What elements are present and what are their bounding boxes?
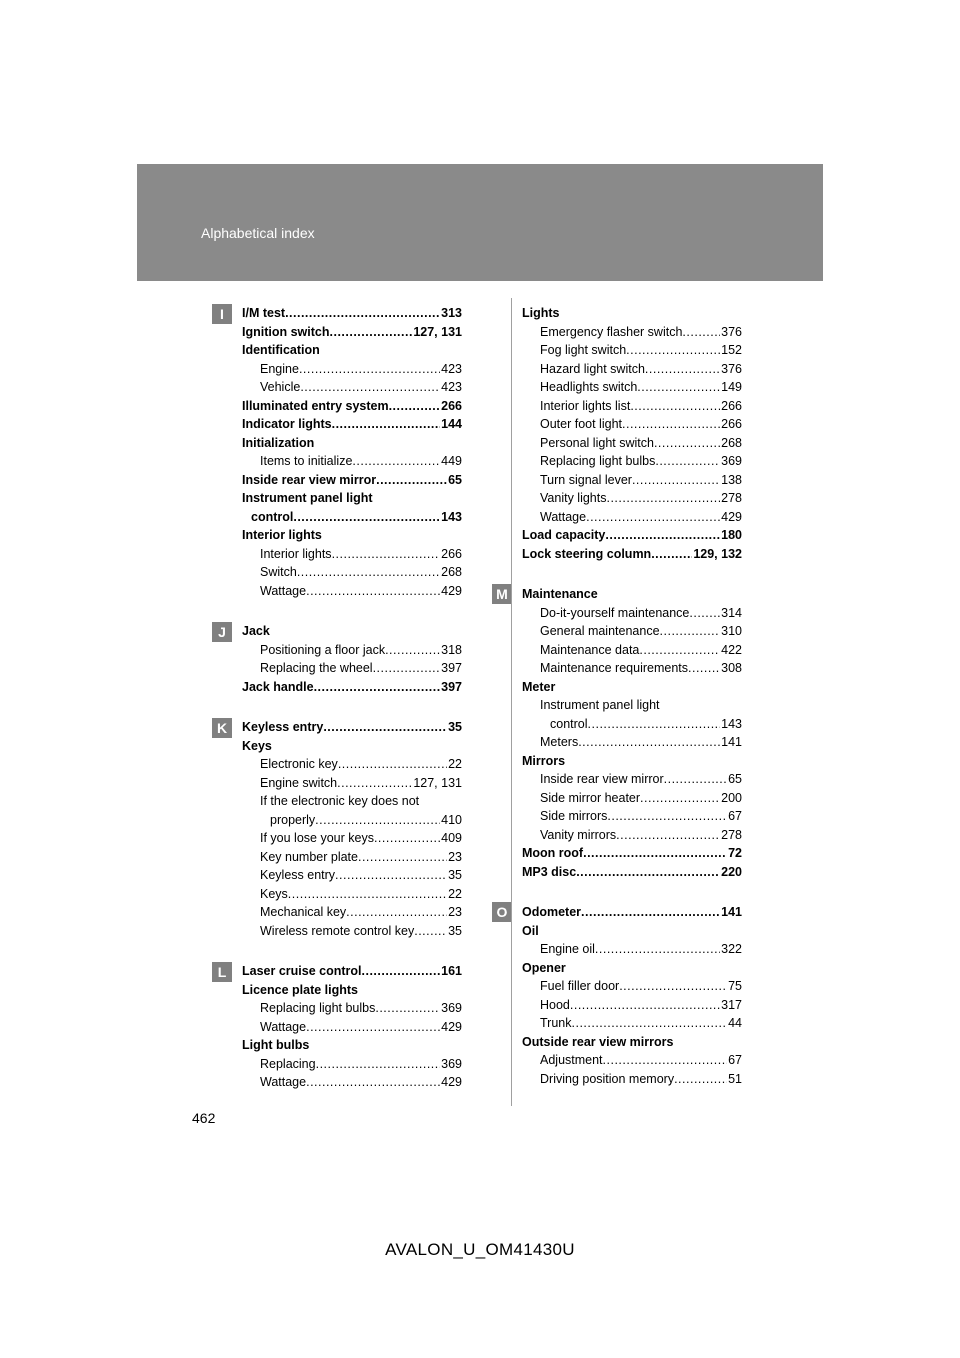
index-heading: Mirrors — [522, 753, 566, 768]
index-subentry: Instrument panel light — [540, 698, 660, 712]
index-subentry: Electronic key ..... 22 — [242, 755, 462, 774]
index-entry: Laser cruise control ..... 161 — [242, 962, 462, 981]
index-subentry: If you lose your keys ..... 409 — [242, 829, 462, 848]
index-subentry: Outer foot light ..... 266 — [522, 415, 742, 434]
index-entry: Moon roof ..... 72 — [522, 844, 742, 863]
index-entry: I/M test ..... 313 — [242, 304, 462, 323]
index-subentry: Adjustment ..... 67 — [522, 1051, 742, 1070]
index-subentry-continuation: control ..... 143 — [522, 715, 742, 734]
index-subentry: Replacing light bulbs ..... 369 — [522, 452, 742, 471]
index-subentry: Emergency flasher switch ..... 376 — [522, 323, 742, 342]
index-subentry: Keys ..... 22 — [242, 885, 462, 904]
index-entry: Jack handle ..... 397 — [242, 678, 462, 697]
index-heading: Instrument panel light — [242, 491, 373, 505]
index-subentry: Maintenance requirements ..... 308 — [522, 659, 742, 678]
index-heading: Lights — [522, 306, 560, 320]
index-subentry: Switch ..... 268 — [242, 563, 462, 582]
section-title: Alphabetical index — [201, 225, 315, 241]
document-code: AVALON_U_OM41430U — [385, 1240, 575, 1259]
index-entry: Illuminated entry system ..... 266 — [242, 397, 462, 416]
index-subentry: Wattage ..... 429 — [522, 508, 742, 527]
index-subentry: General maintenance ..... 310 — [522, 622, 742, 641]
index-group-m — [522, 585, 742, 881]
index-subentry: Meters ..... 141 — [522, 733, 742, 752]
index-entry: Keyless entry ..... 35 — [242, 718, 462, 737]
letter-badge-o: O — [492, 902, 512, 922]
index-subentry: Turn signal lever ..... 138 — [522, 471, 742, 490]
index-subentry: Items to initialize ..... 449 — [242, 452, 462, 471]
index-subentry: Wattage ..... 429 — [242, 582, 462, 601]
letter-badge-i: I — [212, 304, 232, 324]
index-subentry: Inside rear view mirror ..... 65 — [522, 770, 742, 789]
index-subentry: Replacing light bulbs ..... 369 — [242, 999, 462, 1018]
index-heading: Licence plate lights — [242, 982, 359, 997]
index-entry: MP3 disc ..... 220 — [522, 863, 742, 882]
index-subentry: Headlights switch ..... 149 — [522, 378, 742, 397]
index-subentry: Engine oil ..... 322 — [522, 940, 742, 959]
index-heading: Jack — [242, 624, 270, 638]
index-subentry: If the electronic key does not — [260, 794, 420, 808]
index-subentry: Keyless entry ..... 35 — [242, 866, 462, 885]
index-entry: Odometer ..... 141 — [522, 903, 742, 922]
index-group-k — [242, 718, 462, 940]
index-subentry: Vanity mirrors ..... 278 — [522, 826, 742, 845]
index-subentry: Mechanical key ..... 23 — [242, 903, 462, 922]
letter-badge-j: J — [212, 622, 232, 642]
index-subentry: Do-it-yourself maintenance ..... 314 — [522, 604, 742, 623]
index-heading: Oil — [522, 923, 539, 938]
index-entry: Ignition switch ..... 127, 131 — [242, 323, 462, 342]
index-subentry: Wattage ..... 429 — [242, 1018, 462, 1037]
letter-badge-m: M — [492, 584, 512, 604]
letter-badge-k: K — [212, 718, 232, 738]
index-subentry: Hazard light switch ..... 376 — [522, 360, 742, 379]
index-column-left — [242, 304, 462, 1092]
index-subentry: Fuel filler door ..... 75 — [522, 977, 742, 996]
index-subentry: Trunk ..... 44 — [522, 1014, 742, 1033]
index-heading: Identification — [242, 343, 320, 357]
letter-badge-l: L — [212, 962, 232, 982]
index-subentry: Interior lights list ..... 266 — [522, 397, 742, 416]
index-subentry-continuation: properly ..... 410 — [242, 811, 462, 830]
index-heading: Interior lights — [242, 528, 322, 542]
index-entry: Lock steering column ..... 129, 132 — [522, 545, 742, 564]
index-subentry: Side mirrors ..... 67 — [522, 807, 742, 826]
index-subentry: Hood ..... 317 — [522, 996, 742, 1015]
index-subentry: Driving position memory ..... 51 — [522, 1070, 742, 1089]
index-subentry: Fog light switch ..... 152 — [522, 341, 742, 360]
index-subentry: Replacing ..... 369 — [242, 1055, 462, 1074]
index-group-l-continued — [522, 304, 742, 563]
index-heading: Opener — [522, 960, 566, 975]
index-entry-continuation: control ..... 143 — [242, 508, 462, 527]
index-group-l — [242, 962, 462, 1092]
column-divider — [511, 298, 512, 1106]
index-heading: Maintenance — [522, 587, 598, 601]
index-group-o — [522, 903, 742, 1088]
index-subentry: Personal light switch ..... 268 — [522, 434, 742, 453]
header-bar — [137, 164, 823, 281]
index-heading: Light bulbs — [242, 1038, 310, 1052]
index-group-i — [242, 304, 462, 600]
index-entry: Inside rear view mirror ..... 65 — [242, 471, 462, 490]
index-subentry: Vehicle ..... 423 — [242, 378, 462, 397]
index-heading: Meter — [522, 679, 556, 694]
index-column-right — [522, 304, 742, 1088]
index-entry: Indicator lights ..... 144 — [242, 415, 462, 434]
index-entry: Load capacity ..... 180 — [522, 526, 742, 545]
index-subentry: Key number plate ..... 23 — [242, 848, 462, 867]
index-subentry: Side mirror heater ..... 200 — [522, 789, 742, 808]
index-subentry: Interior lights ..... 266 — [242, 545, 462, 564]
index-subentry: Vanity lights ..... 278 — [522, 489, 742, 508]
index-subentry: Maintenance data ..... 422 — [522, 641, 742, 660]
index-subentry: Wattage ..... 429 — [242, 1073, 462, 1092]
index-heading: Initialization — [242, 435, 315, 450]
index-subentry: Wireless remote control key ..... 35 — [242, 922, 462, 941]
page-number: 462 — [192, 1110, 216, 1126]
index-subentry: Positioning a floor jack ..... 318 — [242, 641, 462, 660]
index-subentry: Engine switch ..... 127, 131 — [242, 774, 462, 793]
index-group-j — [242, 622, 462, 696]
index-subentry: Engine ..... 423 — [242, 360, 462, 379]
index-heading: Keys — [242, 738, 272, 753]
index-heading: Outside rear view mirrors — [522, 1034, 674, 1049]
index-subentry: Replacing the wheel ..... 397 — [242, 659, 462, 678]
